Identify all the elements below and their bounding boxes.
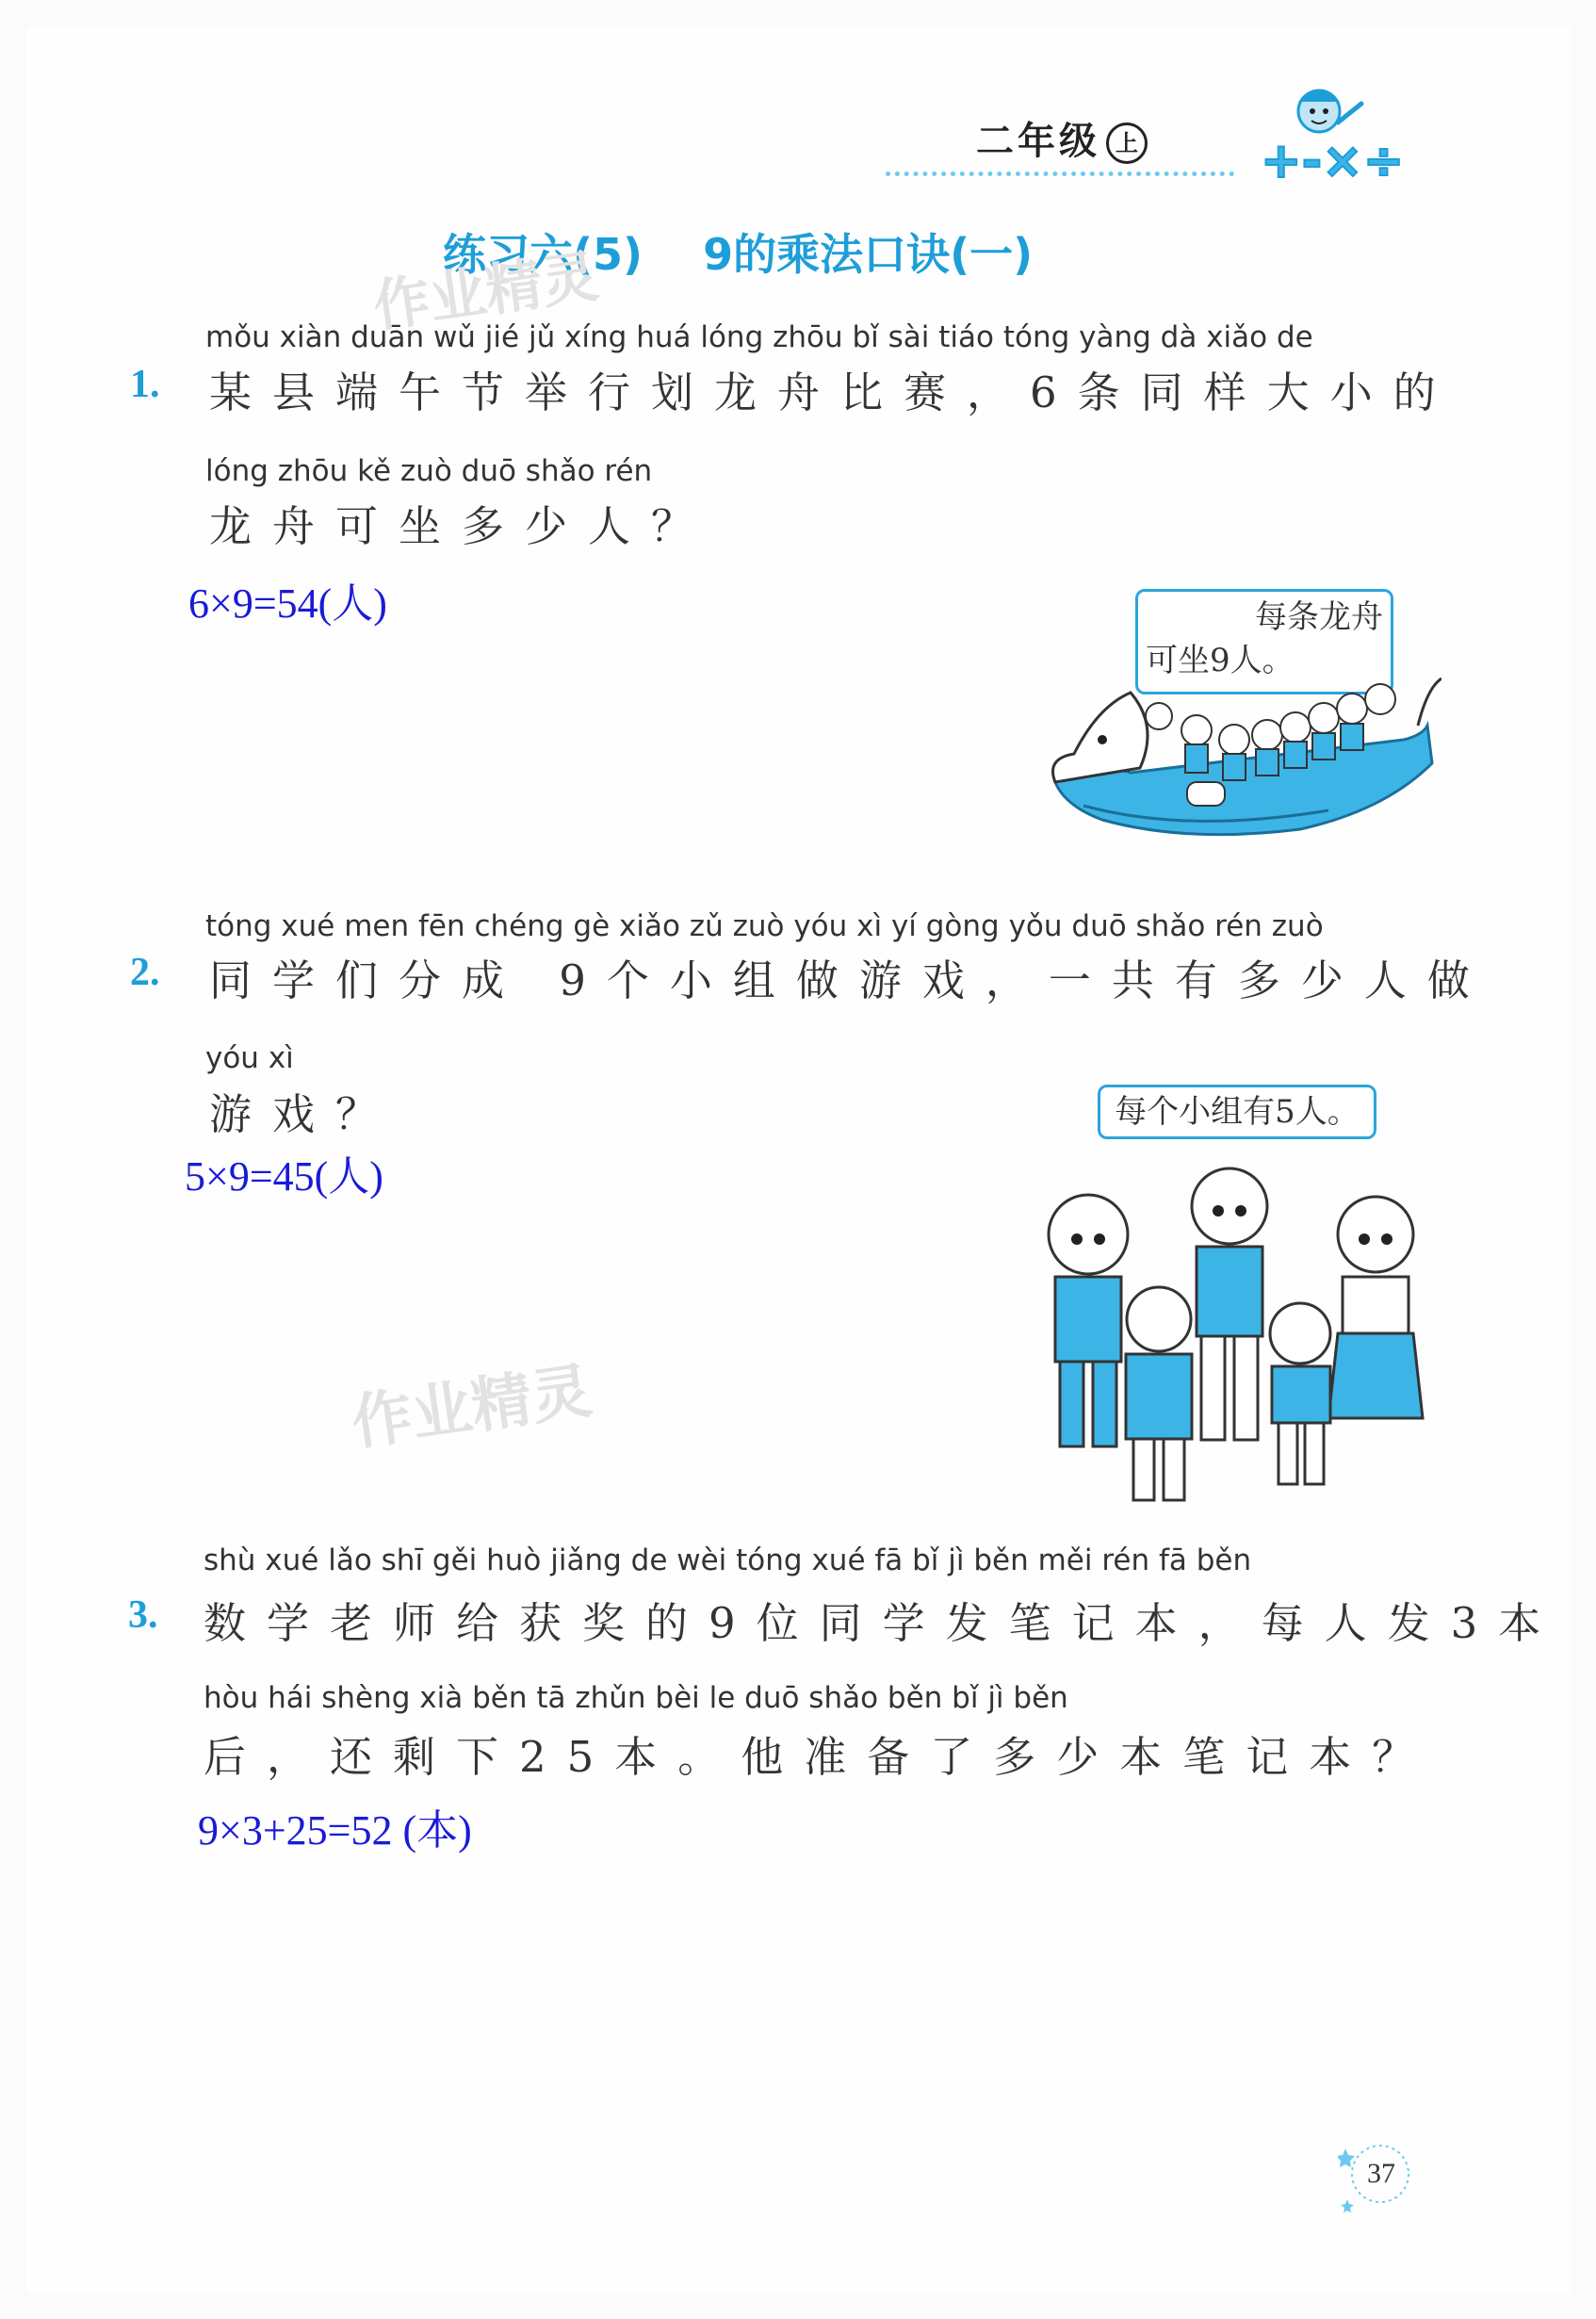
children-group-illustration	[1032, 1145, 1437, 1512]
dragon-boat-illustration	[1046, 650, 1441, 867]
grade-label: 二年级 上	[976, 111, 1148, 165]
problem-text: 后，还剩下25本。他准备了多少本笔记本？	[204, 1732, 1436, 1782]
problem-text: 龙舟可坐多少人？	[209, 501, 715, 551]
answer: 6×9=54(人)	[188, 580, 387, 627]
header-dotted-line	[886, 171, 1234, 176]
page-number: 37	[1367, 2158, 1395, 2189]
answer: 9×3+25=52 (本)	[198, 1807, 472, 1854]
problem-number: 1.	[130, 363, 160, 406]
pinyin-line: shù xué lǎo shī gěi huò jiǎng de wèi tóng xué fā bǐ jì běn měi rén fā běn	[204, 1543, 1252, 1577]
problem-text: 某县端午节举行划龙舟比赛，6条同样大小的	[209, 367, 1457, 417]
pinyin-line: yóu xì	[205, 1041, 294, 1075]
problem-text: 数学老师给获奖的9位同学发笔记本，每人发3本	[204, 1598, 1562, 1648]
pinyin-line: mǒu xiàn duān wǔ jié jǔ xíng huá lóng zhōu bǐ sài tiáo tóng yàng dà xiǎo de	[205, 320, 1313, 354]
pinyin-line: lóng zhōu kě zuò duō shǎo rén	[205, 454, 653, 488]
svg-text:+-×÷: +-×÷	[1261, 133, 1405, 187]
pinyin-line: tóng xué men fēn chéng gè xiǎo zǔ zuò yóu xì yí gòng yǒu duō shǎo rén zuò	[205, 909, 1324, 943]
page-title: 练习六(5) 9的乘法口诀(一)	[443, 229, 1034, 280]
speech-bubble: 每个小组有5人。	[1098, 1085, 1376, 1139]
pinyin-line: hòu hái shèng xià běn tā zhǔn bèi le duō shǎo běn bǐ jì běn	[204, 1681, 1068, 1715]
problem-number: 3.	[128, 1593, 158, 1637]
watermark: 作业精灵	[347, 1356, 596, 1460]
answer: 5×9=45(人)	[185, 1153, 383, 1200]
volume-badge: 上	[1106, 122, 1148, 164]
mascot-logo-icon	[1244, 83, 1432, 187]
speech-bubble: 每条龙舟 可坐9人。	[1135, 589, 1393, 694]
problem-number: 2.	[130, 951, 160, 994]
problem-text: 游戏？	[209, 1089, 399, 1139]
problem-text: 同学们分成 9个小组做游戏，一共有多少人做	[209, 955, 1490, 1005]
watermark: 作业精灵	[368, 243, 603, 341]
